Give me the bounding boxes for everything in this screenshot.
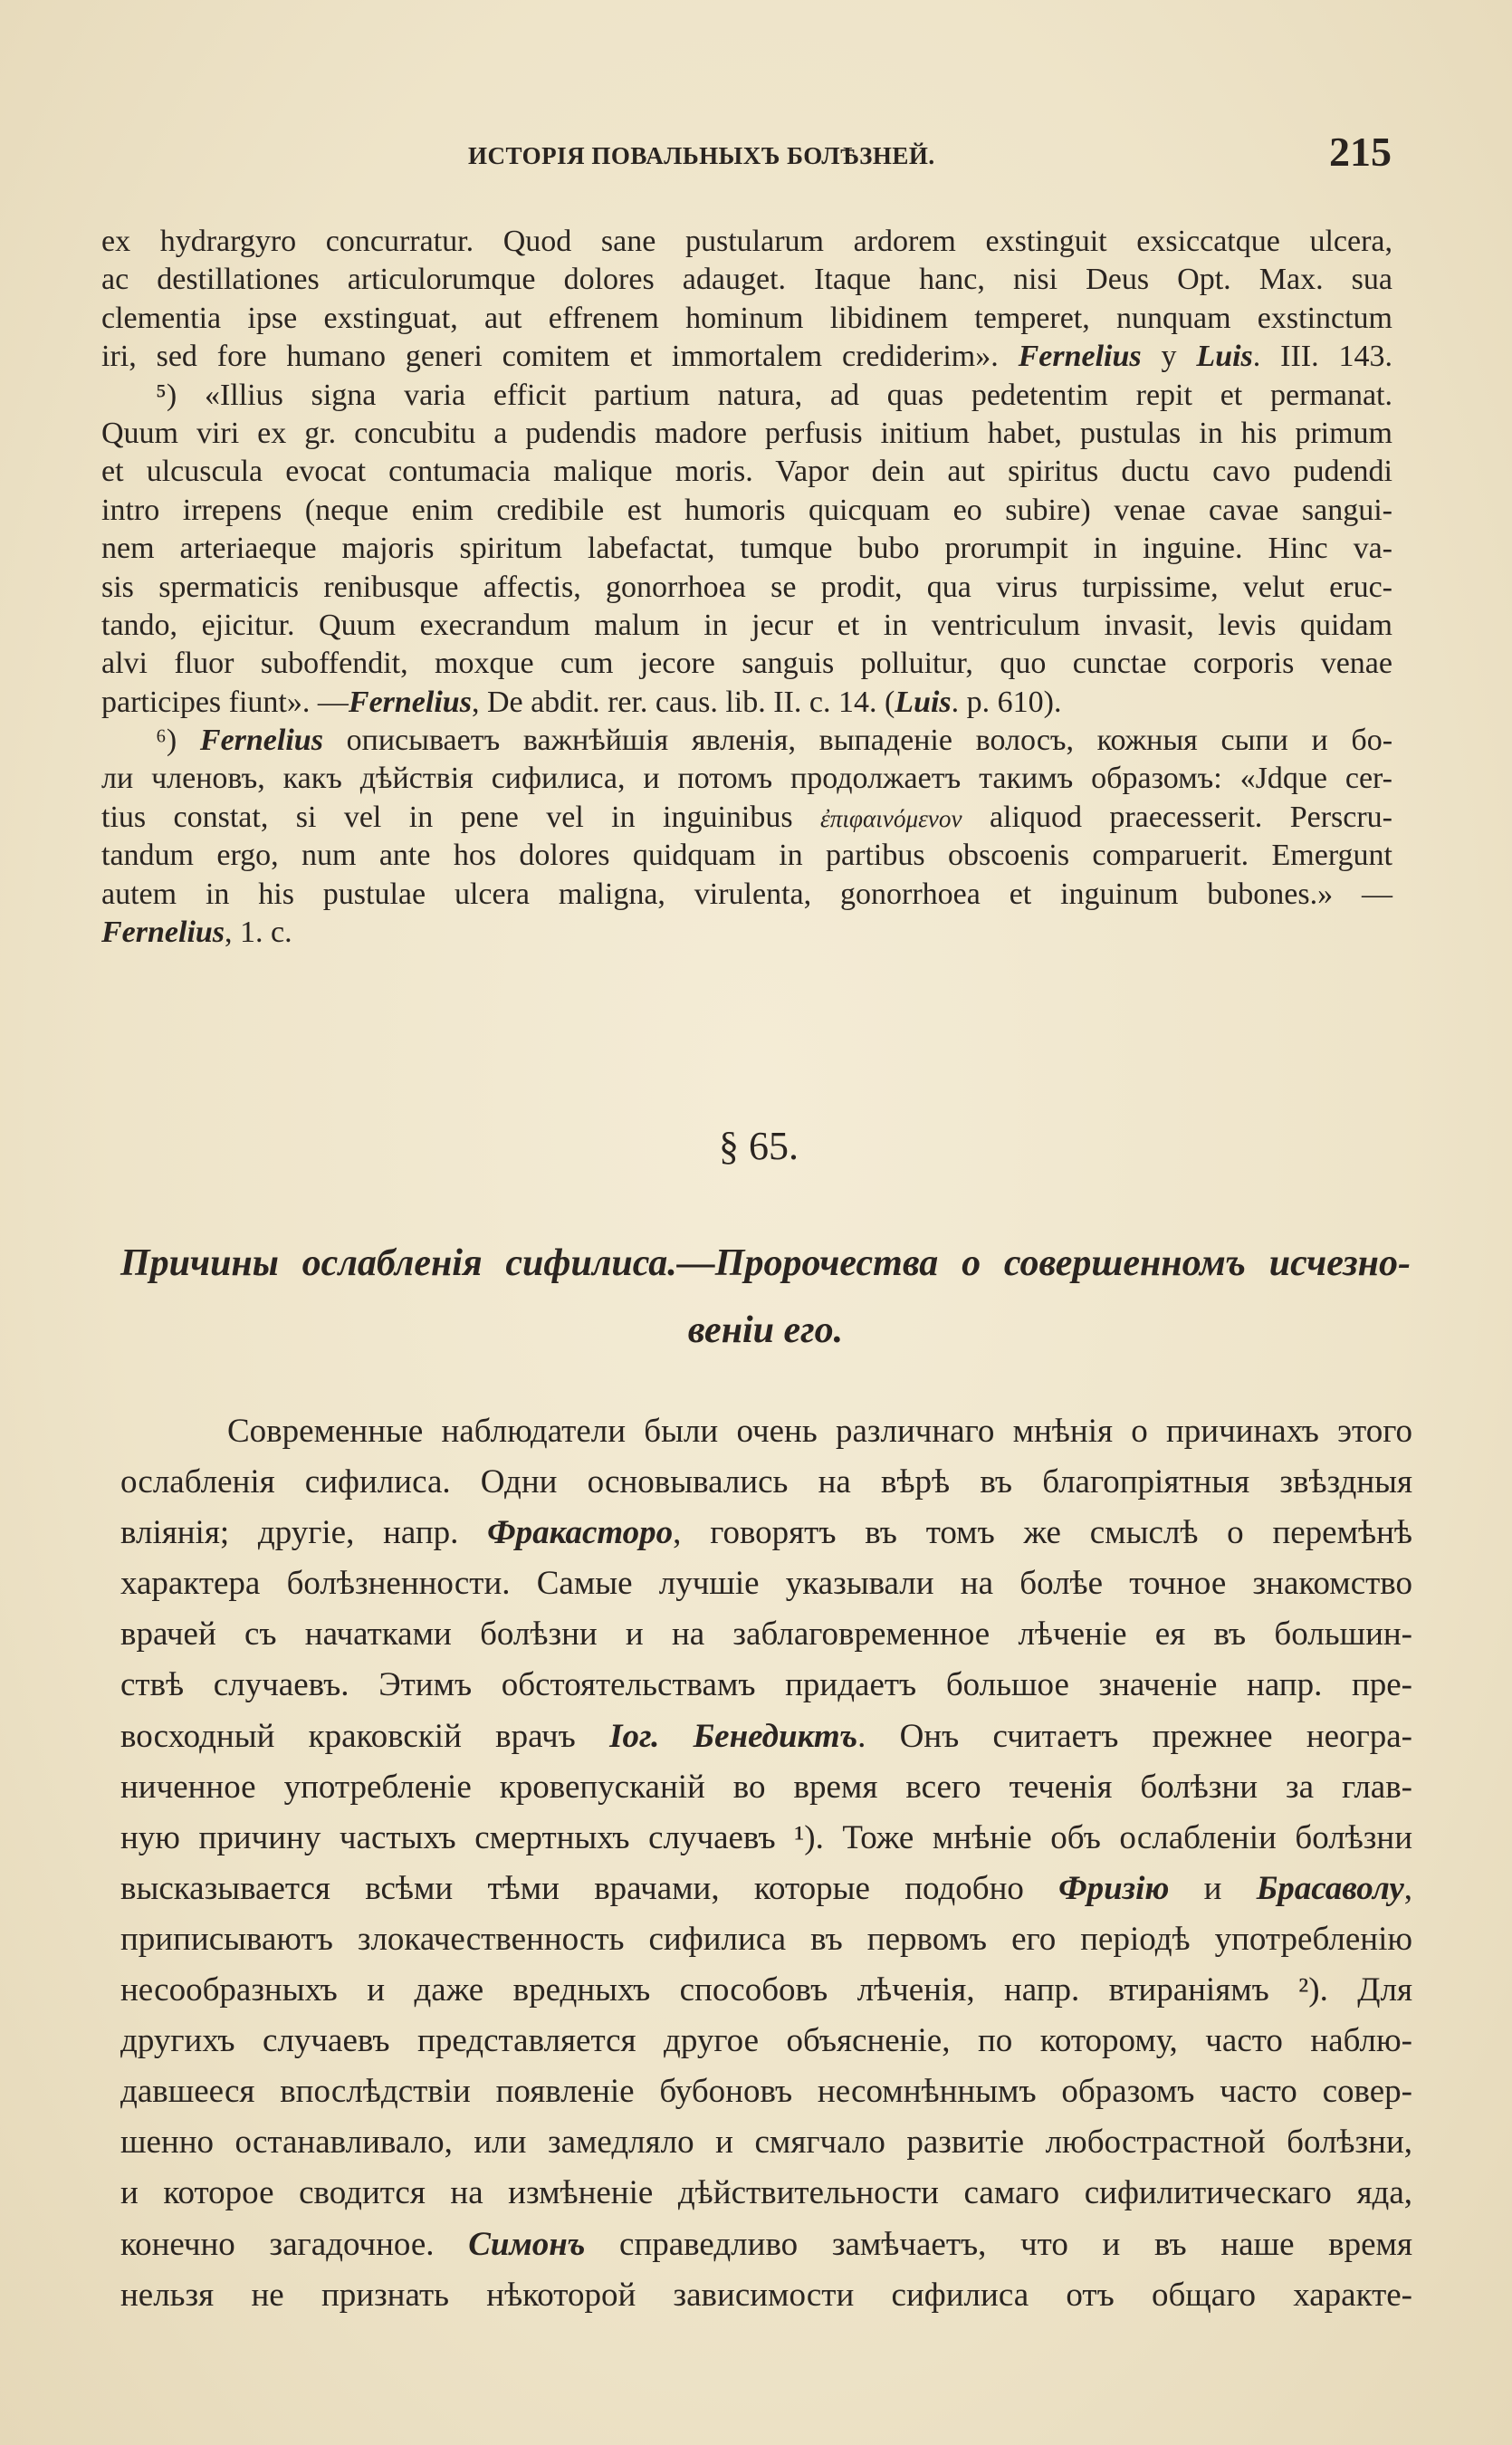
footnote-line <box>101 837 1392 875</box>
body-line-content <box>120 2220 1412 2270</box>
body-line-italic: Симонъ <box>468 2225 586 2263</box>
footnote-line <box>101 876 1392 914</box>
body-line <box>120 2066 1412 2117</box>
body-text <box>120 1406 1412 2321</box>
body-line-content <box>120 2270 1412 2321</box>
body-line-italic: Фризію <box>1058 1869 1170 1907</box>
body-line-text: давшееся впослѣдствіи появленіе бубоновъ несомнѣннымъ образомъ часто совер- <box>120 2073 1412 2111</box>
body-line-text: , говорятъ въ томъ же смыслѣ о перемѣнѣ <box>673 1514 1412 1552</box>
footnote-line-text: . III. 143. <box>1252 340 1393 374</box>
footnote <box>101 377 1392 723</box>
footnote-line-content <box>101 415 1392 453</box>
body-line-text: врачей съ начатками болѣзни и на заблаговременное лѣченіе ея въ большин- <box>120 1616 1412 1654</box>
footnote-line-text: aliquod praecesserit. Perscru- <box>962 800 1393 834</box>
body-line <box>120 2117 1412 2168</box>
footnote-line-text: autem in his pustulae ulcera maligna, virulenta, gonorrhoea et inguinum bubones.» — <box>101 877 1392 911</box>
footnote-line <box>101 223 1392 261</box>
footnote-line-content <box>101 914 292 952</box>
body-line <box>120 2168 1412 2219</box>
footnote-line <box>101 799 1392 837</box>
footnote-line-text: ли членовъ, какъ дѣйствія сифилиса, и потомъ продолжаетъ такимъ образомъ: «Jdque cer- <box>101 762 1392 796</box>
footnote-line-text: clementia ipse exstinguat, aut effrenem hominum libidinem temperet, nunquam exstinctum <box>101 301 1392 335</box>
footnote-continued <box>101 223 1392 377</box>
footnote-line-text: «Illius signa varia efficit partium natura, ad quas pedetentim repit et permanat. <box>204 378 1392 412</box>
body-line-text: восходный краковскій врачъ <box>120 1717 610 1755</box>
body-line-italic: Іог. Бенедиктъ <box>609 1717 858 1755</box>
body-line <box>120 2270 1412 2321</box>
body-line-content <box>120 1965 1412 2016</box>
footnote-marker: ⁶) <box>156 724 177 758</box>
body-line-text: справедливо замѣчаетъ, что и въ наше время <box>585 2225 1412 2263</box>
body-line-content <box>120 1609 1412 1660</box>
footnote-line <box>101 415 1392 453</box>
footnote-marker: ⁵) <box>156 378 177 412</box>
footnote-line-content <box>101 492 1392 530</box>
footnote-line-content <box>101 799 1392 838</box>
footnote-line-content <box>101 760 1392 798</box>
body-line-italic: Брасаволу <box>1256 1869 1404 1907</box>
footnote-line-text: participes fiunt». — <box>101 685 349 719</box>
body-line <box>120 1508 1412 1558</box>
body-line <box>120 1660 1412 1711</box>
footnote-line-content <box>101 453 1392 491</box>
footnote-line-text: iri, sed fore humano generi comitem et immortalem crediderim». <box>101 340 1019 374</box>
body-line-text: ослабленія сифилиса. Одни основывались на вѣрѣ въ благопріятныя звѣздныя <box>120 1463 1412 1501</box>
footnote-line-text: sis spermaticis renibusque affectis, gonorrhoea se prodit, qua virus turpissime, velut eruc- <box>101 570 1392 604</box>
section-title <box>120 1230 1411 1364</box>
body-line-text: ную причину частыхъ смертныхъ случаевъ ¹). Тоже мнѣніе объ ослабленіи болѣзни <box>120 1818 1412 1856</box>
footnote-line-text: tandum ergo, num ante hos dolores quidquam in partibus obscoenis comparuerit. Emergunt <box>101 839 1392 873</box>
body-line <box>120 1762 1412 1813</box>
footnote-line <box>101 492 1392 530</box>
footnote-line-content <box>101 223 1392 261</box>
body-line-content <box>120 1660 1412 1711</box>
body-line-content <box>120 1558 1412 1609</box>
footnote-line <box>101 722 1392 760</box>
body-line <box>120 1609 1412 1660</box>
footnote-line-italic: Luis <box>895 685 952 719</box>
body-line <box>120 1558 1412 1609</box>
footnote-line-italic: Luis <box>1196 340 1253 374</box>
footnote-line-text: , De abdit. rer. caus. lib. II. c. 14. ( <box>471 685 895 719</box>
body-line <box>120 1712 1412 1762</box>
footnote-line-content <box>101 607 1392 645</box>
footnote <box>101 722 1392 952</box>
footnote-line-content <box>101 530 1392 568</box>
footnote-line-text: у <box>1141 340 1197 374</box>
footnote-line-italic: Fernelius <box>348 685 472 719</box>
body-line-text: ствѣ случаевъ. Этимъ обстоятельствамъ придаетъ большое значеніе напр. пре- <box>120 1666 1412 1704</box>
body-line-text: , <box>1403 1869 1412 1907</box>
footnote-line-content <box>101 645 1392 683</box>
footnote-line <box>101 760 1392 798</box>
body-line <box>120 1813 1412 1864</box>
section-number: § 65. <box>719 1124 799 1168</box>
body-line-content <box>120 2016 1412 2066</box>
footnote-line-text: описываетъ важнѣйшія явленія, выпаденіе волосъ, кожныя сыпи и бо- <box>322 724 1393 758</box>
footnote-line <box>101 684 1392 722</box>
body-line-content <box>120 2168 1412 2219</box>
footnote-line-content <box>156 377 1392 415</box>
body-line-text: шенно останавливало, или замедляло и смягчало развитіе любострастной болѣзни, <box>120 2124 1412 2162</box>
body-line <box>120 1965 1412 2016</box>
body-line-text: вліянія; другіе, напр. <box>120 1514 488 1552</box>
footnote-line <box>101 607 1392 645</box>
footnote-line-italic: Fernelius <box>1018 340 1142 374</box>
body-line <box>120 2016 1412 2066</box>
body-line-text: приписываютъ злокачественность сифилиса въ первомъ его періодѣ употребленію <box>120 1920 1412 1958</box>
section-title-text: Причины ослабленія сифилиса.—Пророчества о совершенномъ исчезно- <box>120 1242 1411 1284</box>
body-line-text: другихъ случаевъ представляется другое объясненіе, по которому, часто наблю- <box>120 2022 1412 2060</box>
body-line <box>120 2220 1412 2270</box>
body-line-content <box>227 1406 1412 1457</box>
running-head: ИСТОРІЯ ПОВАЛЬНЫХЪ БОЛѢЗНЕЙ. <box>468 142 935 169</box>
footnote-line <box>101 453 1392 491</box>
footnote-line-italic: Fernelius <box>199 724 323 758</box>
section-title-line <box>120 1297 1411 1364</box>
body-line-text: несообразныхъ и даже вредныхъ способовъ лѣченія, напр. втираніямъ ²). Для <box>120 1971 1412 2009</box>
body-line-text: Современные наблюдатели были очень различнаго мнѣнія о причинахъ этого <box>227 1413 1412 1450</box>
footnote-line-text: ac destillationes articulorumque dolores adauget. Itaque hanc, nisi Deus Opt. Max. sua <box>101 263 1392 297</box>
body-line-text: характера болѣзненности. Самые лучшіе указывали на болѣе точное знакомство <box>120 1565 1412 1603</box>
footnote-line-text: , 1. c. <box>225 916 292 950</box>
body-line-text: ниченное употребленіе кровепусканій во время всего теченія болѣзни за глав- <box>120 1768 1412 1806</box>
footnote-line-text: et ulcuscula evocat contumacia malique moris. Vapor dein aut spiritus ductu cavo pudendi <box>101 455 1392 489</box>
footnote-line <box>101 645 1392 683</box>
footnote-line-text: intro irrepens (neque enim credibile est humoris quicquam eo subire) venae cavae sangui- <box>101 493 1392 527</box>
footnote-line-text: ex hydrargyro concurratur. Quod sane pustularum ardorem exstinguit exsiccatque ulcera, <box>101 225 1392 258</box>
body-line <box>120 1864 1412 1914</box>
footnote-line <box>101 261 1392 299</box>
body-line-content <box>120 1864 1412 1914</box>
body-line-text: и <box>1169 1869 1257 1907</box>
body-line-content <box>120 1914 1412 1965</box>
body-line-text: конечно загадочное. <box>120 2225 469 2263</box>
body-line-italic: Фракасторо <box>487 1514 674 1552</box>
body-line-content <box>120 1508 1412 1558</box>
body-line <box>120 1406 1412 1457</box>
footnote-line <box>101 300 1392 338</box>
body-line-text: высказывается всѣми тѣми врачами, которые подобно <box>120 1869 1059 1907</box>
footnote-line <box>101 338 1392 376</box>
body-line-content <box>120 1457 1412 1508</box>
body-line <box>120 1914 1412 1965</box>
body-line-text: . Онъ считаетъ прежнее неогра- <box>857 1717 1412 1755</box>
footnote-line-text: tando, ejicitur. Quum execrandum malum in jecur et in ventriculum invasit, levis quidam <box>101 608 1392 642</box>
footnote-line-content <box>101 876 1392 914</box>
footnote-line-text: nem arteriaeque majoris spiritum labefactat, tumque bubo prorumpit in inguine. Hinc va- <box>101 532 1392 566</box>
body-line-content <box>120 2117 1412 2168</box>
page-number: 215 <box>1329 129 1392 175</box>
footnote-line-content <box>101 261 1392 299</box>
section-title-text: веніи его. <box>687 1309 844 1351</box>
footnote-line-text: alvi fluor suboffendit, moxque cum jecore sanguis polluitur, quo cunctae corporis venae <box>101 647 1392 681</box>
body-line-content <box>120 1813 1412 1864</box>
footnote-line <box>101 569 1392 607</box>
footnote-line-content <box>101 684 1061 722</box>
footnotes <box>101 223 1392 952</box>
footnote-line-text: Quum viri ex gr. concubitu a pudendis madore perfusis initium habet, pustulas in his primum <box>101 416 1392 450</box>
body-line-content <box>120 1762 1412 1813</box>
footnote-line <box>101 530 1392 568</box>
footnote-line-text: tius constat, si vel in pene vel in inguinibus <box>101 800 821 834</box>
footnote-line-content <box>101 569 1392 607</box>
body-line-content <box>120 1712 1412 1762</box>
footnote-line-text: . p. 610). <box>951 685 1062 719</box>
footnote-line-italic: ἐπιφαινόμενον <box>820 804 962 832</box>
body-line-text: и которое сводится на измѣненіе дѣйствительности самаго сифилитическаго яда, <box>120 2174 1412 2212</box>
footnote-line <box>101 914 1392 952</box>
section-title-line <box>120 1230 1411 1297</box>
body-line-content <box>120 2066 1412 2117</box>
footnote-line-italic: Fernelius <box>101 916 225 950</box>
footnote-line <box>101 377 1392 415</box>
body-line-text: нельзя не признать нѣкоторой зависимости сифилиса отъ общаго характе- <box>120 2276 1412 2314</box>
footnote-line-content <box>101 300 1392 338</box>
footnote-line-content <box>156 722 1392 760</box>
footnote-line-content <box>101 837 1392 875</box>
body-line <box>120 1457 1412 1508</box>
footnote-line-content <box>101 338 1392 376</box>
